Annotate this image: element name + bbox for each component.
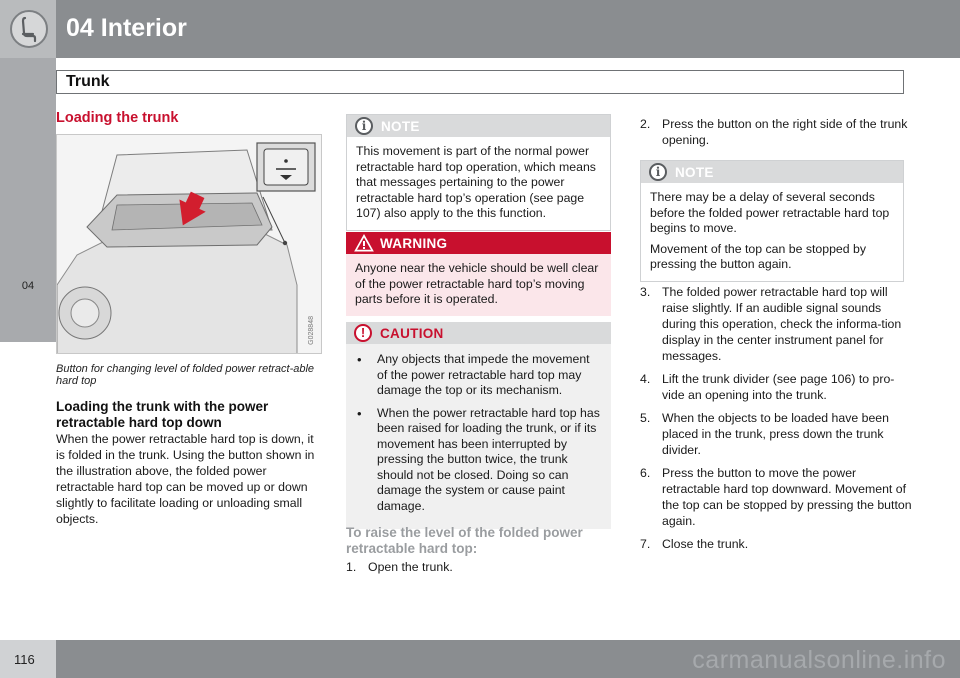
seat-icon (10, 10, 48, 48)
info-icon: i (649, 163, 667, 181)
raise-heading: To raise the level of the folded power retractable hard top: (346, 525, 583, 556)
note-box-1-text: This movement is part of the normal power retractable hard top operation, which means that messages pertaining to the power retractable hard top’s operation (see page 107) also apply to the this function. (356, 144, 596, 220)
step-number: 4. (640, 372, 651, 386)
warning-box (346, 232, 611, 316)
note-box-2-body (641, 183, 903, 281)
step-number: 2. (640, 117, 651, 131)
footer-bar (56, 640, 960, 678)
section-title: Trunk (66, 73, 110, 90)
side-tab-label: 04 (21, 280, 35, 292)
trunk-illustration (56, 134, 322, 354)
step-number: 3. (640, 285, 651, 299)
loading-trunk-heading: Loading the trunk (56, 110, 179, 126)
section-bar (56, 70, 904, 94)
note-box-1 (346, 114, 611, 231)
step-item (640, 284, 912, 364)
step-text: Press the button on the right side of the trunk opening. (662, 117, 908, 147)
step-text: Close the trunk. (662, 537, 749, 551)
step-item (640, 410, 912, 458)
step-2-list (640, 116, 912, 155)
note-2-paragraph: There may be a delay of several seconds before the folded power retractable hard top begins to move. (650, 190, 890, 235)
note-2-paragraph: Movement of the top can be stopped by pressing the button again. (650, 241, 867, 271)
page-number: 116 (14, 652, 35, 667)
trunk-drawing (57, 135, 322, 354)
image-code: G028848 (308, 316, 315, 345)
note-box-2-header (641, 161, 903, 183)
caution-item: • When the power retractable hard top has been raised for loading the trunk, or if its movement has been interrupted by pressing the button twice, the trunk should not be closed. Doing so can damage the system or cause paint damage. (355, 406, 603, 515)
step-item (640, 116, 912, 148)
raise-steps-start (346, 559, 612, 582)
warning-triangle-icon (354, 234, 374, 252)
chapter-title: 04 Interior (66, 14, 187, 42)
step-item (346, 559, 612, 575)
step-item (640, 371, 912, 403)
caution-item: • Any objects that impede the movement of the power retractable hard top may damage the top or its mechanism. (355, 352, 603, 399)
note-box-1-header (347, 115, 610, 137)
loading-body: When the power retractable hard top is down, it is folded in the trunk. Using the button shown in the illustration above, the folded power retractable hard top can be moved up or down slightly to facilitate loading or unloading small objects. (56, 432, 315, 526)
step-text: Open the trunk. (368, 560, 453, 574)
step-number: 1. (346, 560, 357, 574)
step-text: Press the button to move the power retractable hard top downward. Movement of the top can be stopped by pressing the button again. (662, 466, 912, 528)
note-label: NOTE (675, 165, 714, 180)
chapter-header (0, 0, 960, 58)
step-item (640, 465, 912, 529)
note-box-2 (640, 160, 904, 282)
step-text: Lift the trunk divider (see page 106) to pro-vide an opening into the trunk. (662, 372, 895, 402)
note-label: NOTE (381, 119, 420, 134)
warning-label: WARNING (380, 236, 448, 251)
exclamation-icon: ! (354, 324, 372, 342)
watermark: carmanualsonline.info (692, 646, 946, 674)
step-text: When the objects to be loaded have been placed in the trunk, press down the trunk divider. (662, 411, 889, 457)
loading-subheading: Loading the trunk with the power retractable hard top down (56, 399, 269, 430)
caution-label: CAUTION (380, 326, 444, 341)
step-number: 5. (640, 411, 651, 425)
info-icon: i (355, 117, 373, 135)
caution-body (346, 344, 611, 529)
step-number: 7. (640, 537, 651, 551)
step-text: The folded power retractable hard top will raise slightly. If an audible signal sounds during this operation, check the informa-tion display in the center instrument panel for messages. (662, 285, 902, 363)
illustration-caption: Button for changing level of folded power retract-able hard top (56, 363, 315, 387)
caution-header (346, 322, 611, 344)
steps-list (640, 284, 912, 559)
caution-box (346, 322, 611, 529)
column-left (56, 110, 322, 527)
chapter-icon-box (0, 0, 56, 58)
step-item (640, 536, 912, 552)
warning-text: Anyone near the vehicle should be well clear of the power retractable hard top’s moving parts before it is operated. (355, 261, 599, 306)
footer-page-box (0, 640, 56, 678)
warning-header (346, 232, 611, 254)
chapter-side-tab (0, 58, 56, 342)
caution-list (355, 352, 603, 514)
step-number: 6. (640, 466, 651, 480)
